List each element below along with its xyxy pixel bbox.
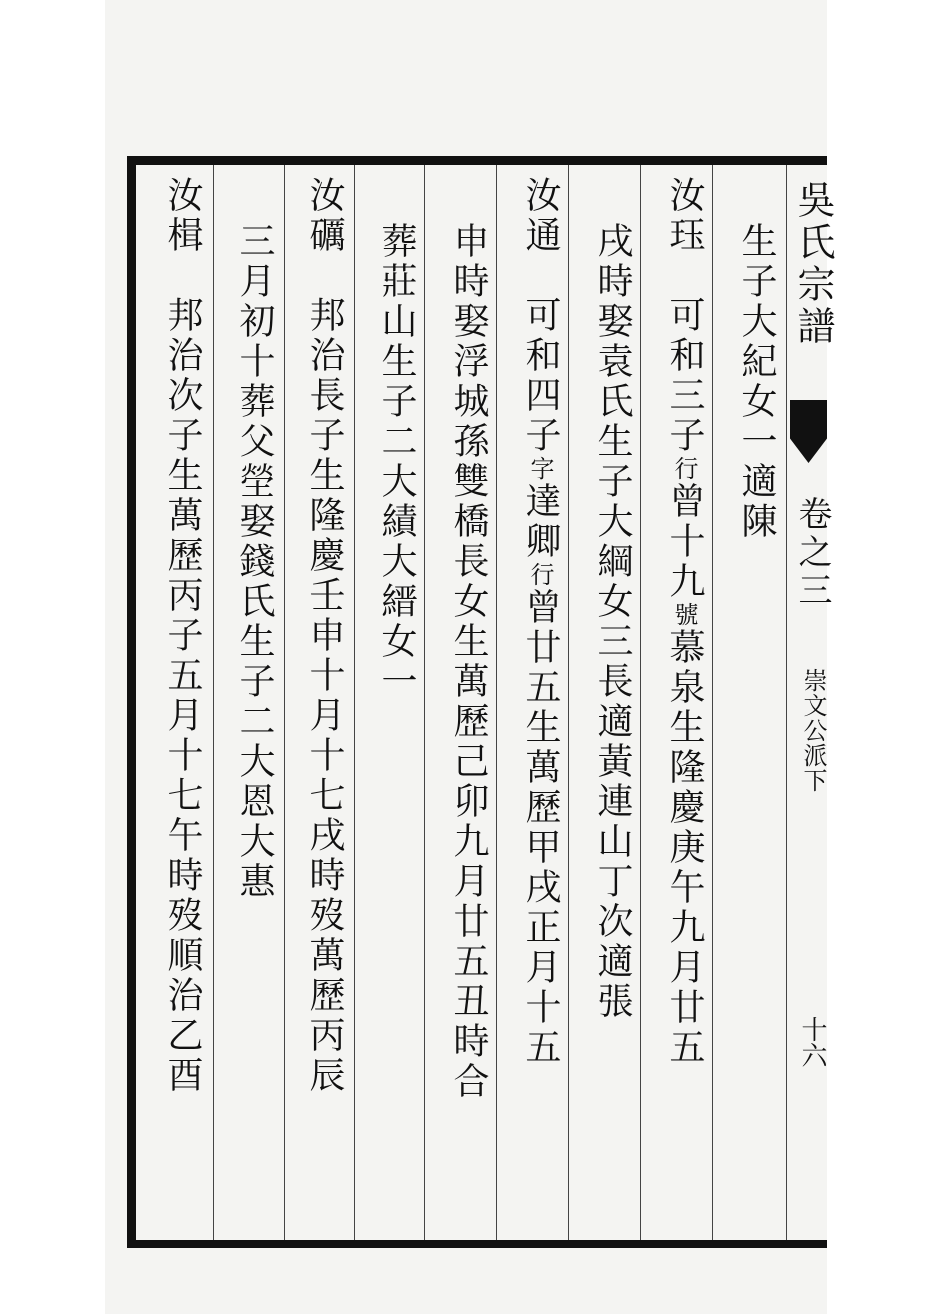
column-text: 葬莊山生子二大績大縉女一 [376, 222, 417, 702]
column-rule [354, 165, 355, 1240]
text-column-5 [444, 222, 492, 1102]
column-text: 申時娶浮城孫雙橋長女生萬歷己卯九月廿五丑時合 [448, 222, 489, 1102]
person-name: 汝通 [520, 176, 561, 256]
column-rule [424, 165, 425, 1240]
branch-label: 崇文公派下 [799, 668, 827, 793]
frame-left-border [127, 156, 136, 1248]
text-column-9 [158, 176, 206, 1096]
column-text: 達卿 [520, 482, 561, 562]
column-text: 慕泉生隆慶庚午九月廿五 [664, 628, 705, 1068]
book-title: 吳氏宗譜 [791, 180, 835, 348]
frame-bottom-border [127, 1240, 827, 1248]
column-text: 邦治長子生隆慶壬申十月十七戌時歿萬歷丙辰 [304, 296, 345, 1096]
column-text: 戌時娶袁氏生子大綱女三長適黃連山丁次適張 [592, 222, 633, 1022]
column-rule [496, 165, 497, 1240]
annotation: 行 [526, 562, 554, 588]
person-name: 汝楫 [162, 176, 203, 256]
annotation: 字 [526, 456, 554, 482]
text-column-8 [230, 222, 278, 902]
text-column-1 [732, 222, 780, 542]
text-column-7 [300, 176, 348, 1096]
column-rule [640, 165, 641, 1240]
annotation: 號 [670, 602, 698, 628]
annotation: 行 [670, 456, 698, 482]
volume-label: 卷之三 [792, 496, 832, 610]
page-number: 十六 [797, 1016, 827, 1068]
frame-top-border [127, 156, 827, 165]
text-column-4 [516, 176, 564, 1068]
text-column-6 [372, 222, 420, 702]
column-text: 曾十九 [664, 482, 705, 602]
column-text: 生子大紀女一適陳 [736, 222, 777, 542]
column-text: 可和四子 [520, 296, 561, 456]
text-column-2 [660, 176, 708, 1068]
column-text: 邦治次子生萬歷丙子五月十七午時歿順治乙酉 [162, 296, 203, 1096]
text-column-3 [588, 222, 636, 1022]
column-rule [568, 165, 569, 1240]
column-rule [712, 165, 713, 1240]
column-text: 可和三子 [664, 296, 705, 456]
column-text: 三月初十葬父塋娶錢氏生子二大恩大惠 [234, 222, 275, 902]
column-rule [213, 165, 214, 1240]
person-name: 汝珏 [664, 176, 705, 256]
column-text: 曾廿五生萬歷甲戌正月十五 [520, 588, 561, 1068]
person-name: 汝礪 [304, 176, 345, 256]
column-rule [284, 165, 285, 1240]
